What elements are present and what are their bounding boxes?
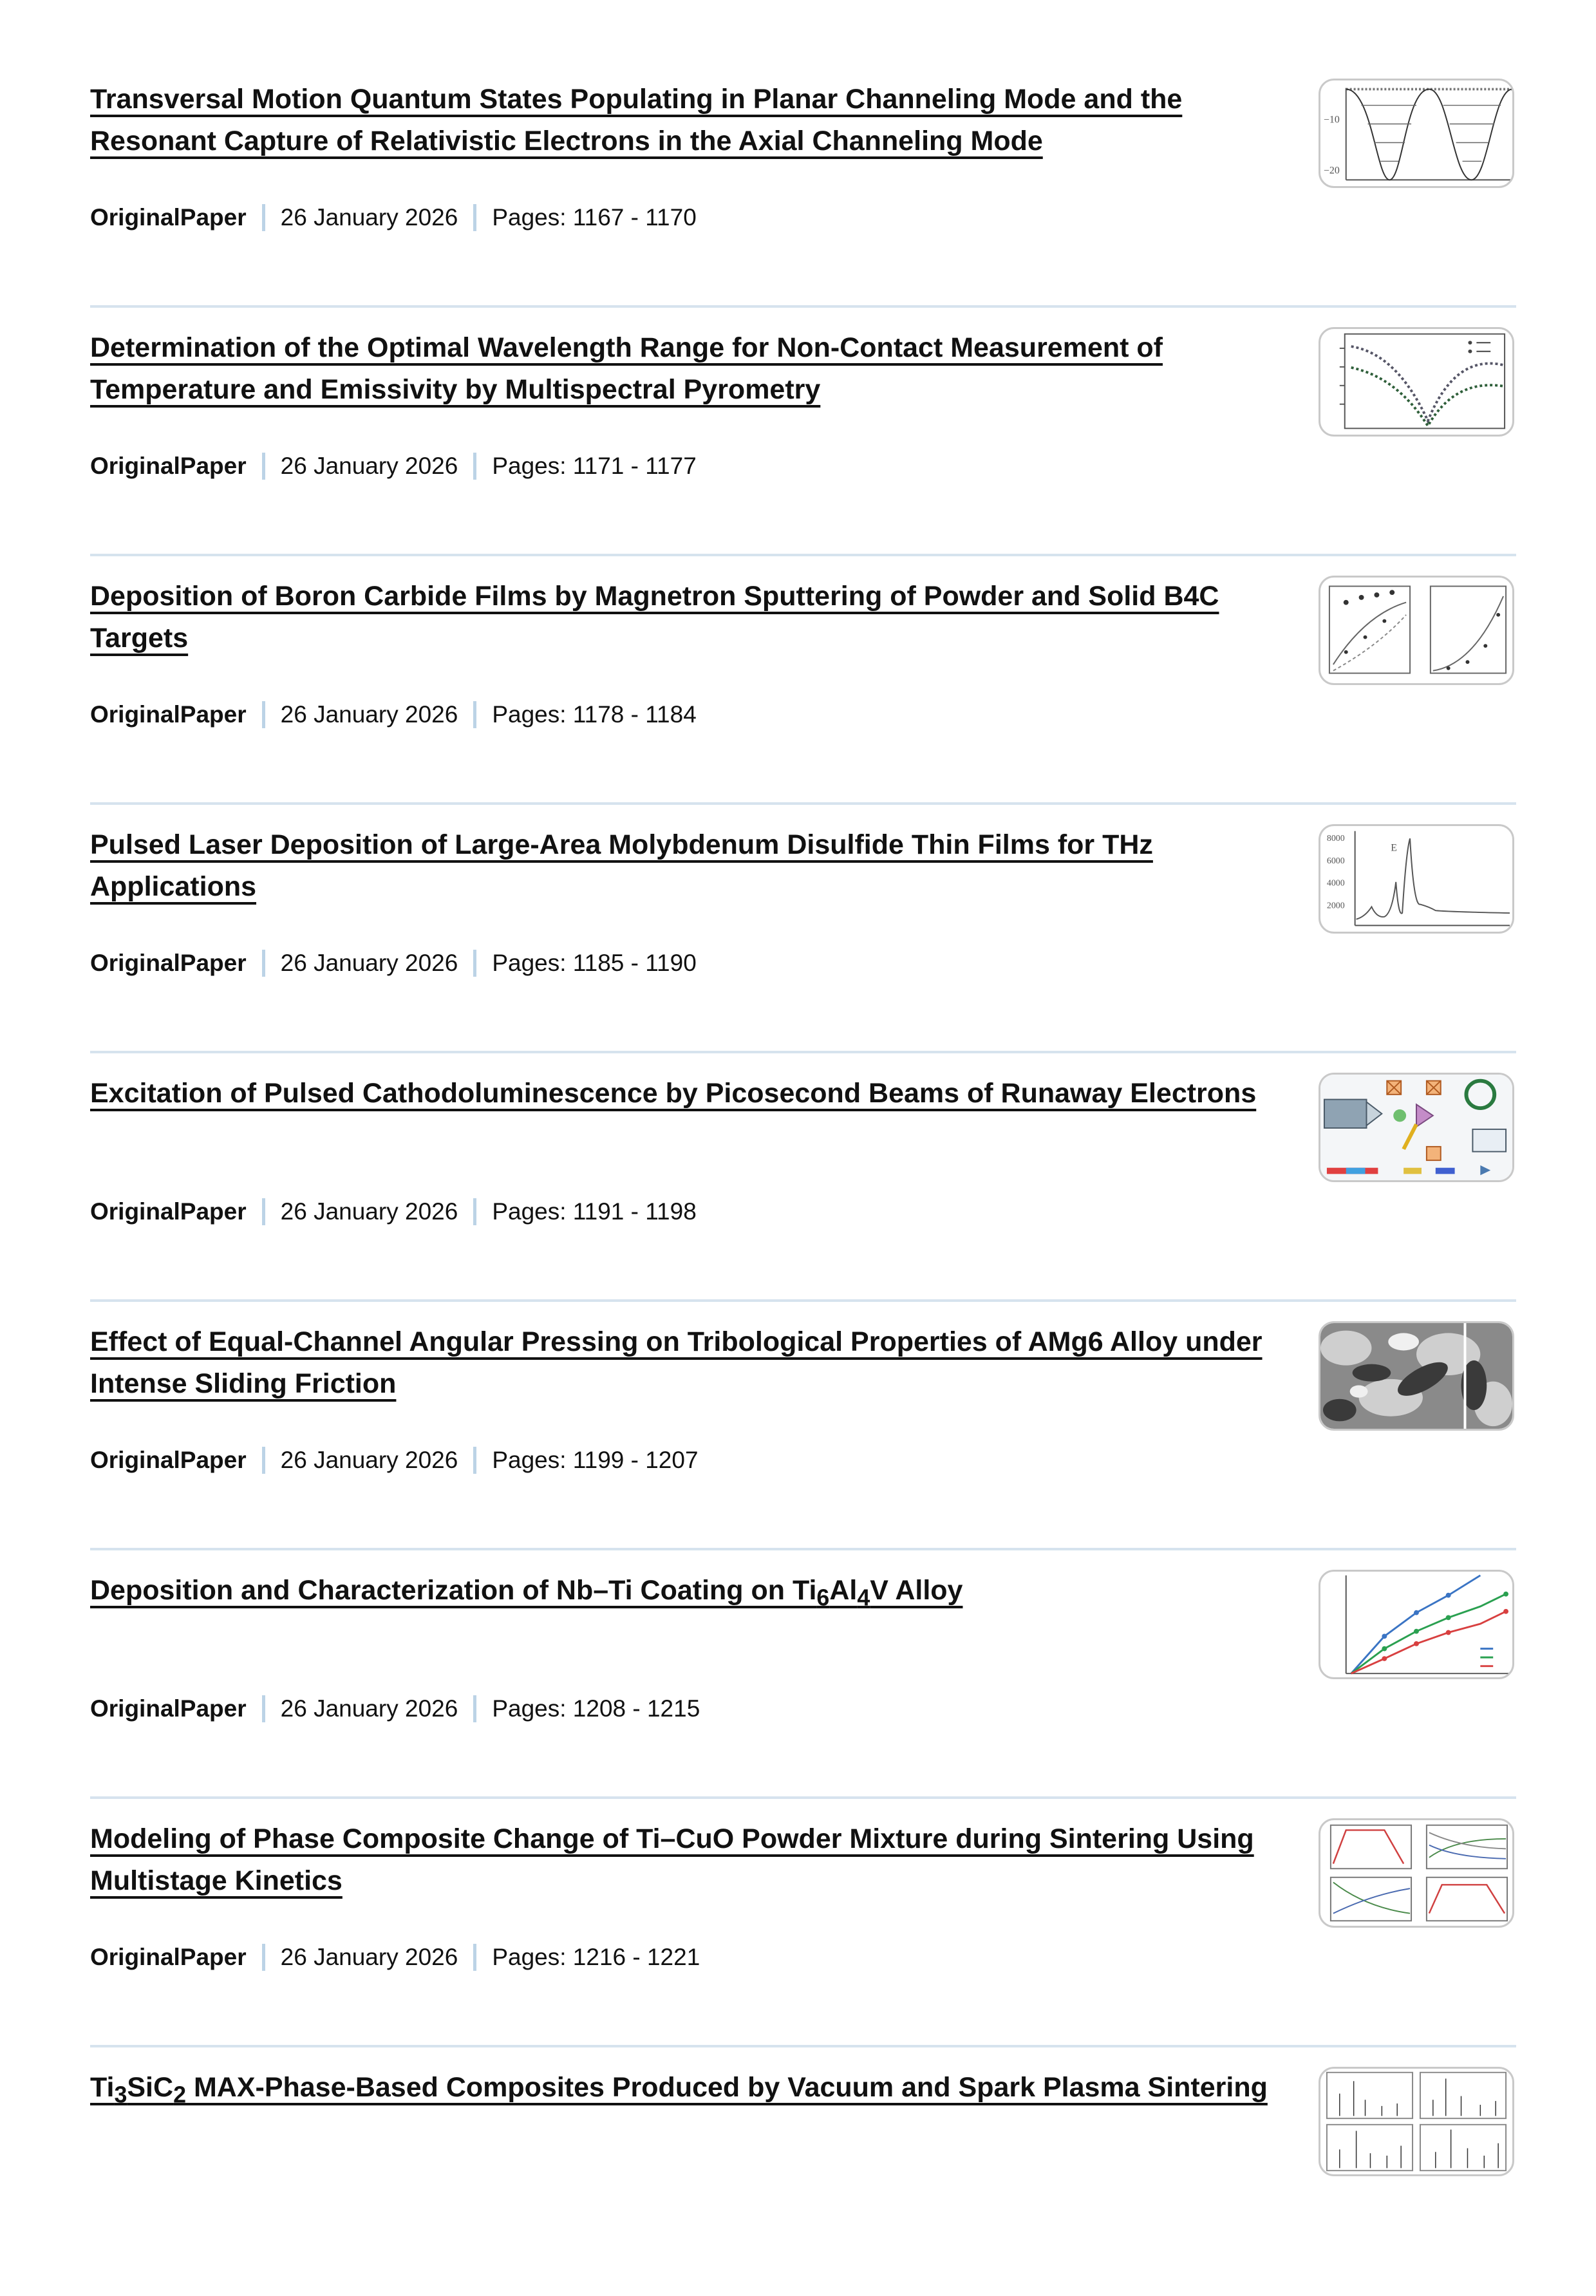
- article-title-link[interactable]: Transversal Motion Quantum States Populating in Planar Channeling Mode and the Resonant Capture of Relativistic Electrons in the Axial Channeling Mode: [90, 84, 1183, 156]
- article-item: [90, 59, 1516, 308]
- meta-separator: [473, 453, 476, 480]
- article-type: OriginalPaper: [90, 453, 247, 479]
- experimental-setup-diagram-icon[interactable]: [1319, 1073, 1514, 1182]
- meta-separator: [262, 1695, 265, 1722]
- meta-separator: [473, 701, 476, 728]
- article-meta: [90, 452, 697, 480]
- article-pages: Pages: 1216 - 1221: [492, 1944, 700, 1970]
- article-type: OriginalPaper: [90, 1198, 247, 1225]
- meta-separator: [262, 950, 265, 977]
- article-title-link[interactable]: Modeling of Phase Composite Change of Ti–CuO Powder Mixture during Sintering Using Multistage Kinetics: [90, 1823, 1254, 1896]
- xrd-patterns-icon[interactable]: [1319, 2067, 1514, 2176]
- channeling-potential-wells-icon[interactable]: [1319, 79, 1514, 188]
- article-type: OriginalPaper: [90, 1695, 247, 1722]
- svg-text:2000: 2000: [1326, 900, 1345, 910]
- microstructure-micrograph-icon[interactable]: [1319, 1321, 1514, 1431]
- article-list: [90, 59, 1516, 2296]
- article-item: [90, 2047, 1516, 2296]
- meta-separator: [262, 1447, 265, 1474]
- article-title: [90, 1321, 1268, 1405]
- article-date: 26 January 2026: [280, 1944, 458, 1970]
- article-title-link[interactable]: Deposition and Characterization of Nb–Ti Coating on $Ti_6Al_4V$ Alloy: [90, 1575, 963, 1611]
- svg-text:E: E: [1391, 842, 1397, 854]
- article-pages: Pages: 1185 - 1190: [492, 950, 697, 976]
- article-pages: Pages: 1199 - 1207: [492, 1447, 699, 1473]
- article-title: [90, 1570, 1268, 1619]
- article-date: 26 January 2026: [280, 1198, 458, 1225]
- article-item: [90, 1302, 1516, 1550]
- article-title-link[interactable]: Effect of Equal-Channel Angular Pressing on Tribological Properties of AMg6 Alloy under Intense Sliding Friction: [90, 1326, 1263, 1399]
- article-item: [90, 1550, 1516, 1799]
- svg-text:−20: −20: [1323, 165, 1340, 176]
- article-meta: [90, 1446, 699, 1474]
- meta-separator: [262, 701, 265, 728]
- meta-separator: [262, 453, 265, 480]
- article-pages: Pages: 1191 - 1198: [492, 1198, 697, 1225]
- relative-uncertainty-curves-icon[interactable]: [1319, 327, 1514, 437]
- article-title-link[interactable]: Determination of the Optimal Wavelength Range for Non-Contact Measurement of Temperature and Emissivity by Multispectral Pyrometry: [90, 332, 1163, 405]
- article-meta: [90, 1943, 700, 1971]
- meta-separator: [262, 204, 265, 231]
- article-title: [90, 824, 1268, 908]
- article-title: [90, 576, 1268, 659]
- article-title-link[interactable]: $Ti_3SiC_2$ MAX-Phase-Based Composites Produced by Vacuum and Spark Plasma Sintering: [90, 2072, 1268, 2108]
- article-meta: [90, 701, 697, 729]
- article-type: OriginalPaper: [90, 204, 247, 231]
- meta-separator: [262, 1198, 265, 1225]
- meta-separator: [473, 950, 476, 977]
- meta-separator: [262, 1944, 265, 1971]
- sintering-kinetics-plots-icon[interactable]: [1319, 1818, 1514, 1928]
- article-meta: [90, 1198, 697, 1226]
- article-title-link[interactable]: Pulsed Laser Deposition of Large-Area Molybdenum Disulfide Thin Films for THz Applications: [90, 829, 1153, 902]
- article-title: [90, 79, 1268, 162]
- meta-separator: [473, 204, 476, 231]
- article-title: [90, 1818, 1268, 1902]
- article-type: OriginalPaper: [90, 1447, 247, 1473]
- article-date: 26 January 2026: [280, 1447, 458, 1473]
- svg-text:6000: 6000: [1326, 856, 1345, 865]
- meta-separator: [473, 1695, 476, 1722]
- article-item: [90, 1053, 1516, 1302]
- meta-separator: [473, 1447, 476, 1474]
- article-title-link[interactable]: Deposition of Boron Carbide Films by Magnetron Sputtering of Powder and Solid B4C Targets: [90, 581, 1219, 654]
- article-type: OriginalPaper: [90, 701, 247, 728]
- article-meta: [90, 949, 697, 977]
- meta-separator: [473, 1198, 476, 1225]
- article-item: [90, 805, 1516, 1053]
- weight-gain-plot-icon[interactable]: [1319, 1570, 1514, 1679]
- article-pages: Pages: 1167 - 1170: [492, 204, 697, 231]
- article-item: [90, 308, 1516, 556]
- deposition-rate-plots-icon[interactable]: [1319, 576, 1514, 685]
- article-meta: [90, 1695, 700, 1723]
- article-date: 26 January 2026: [280, 701, 458, 728]
- article-pages: Pages: 1208 - 1215: [492, 1695, 700, 1722]
- article-type: OriginalPaper: [90, 1944, 247, 1970]
- svg-text:−10: −10: [1323, 114, 1340, 126]
- article-title: [90, 327, 1268, 411]
- article-pages: Pages: 1178 - 1184: [492, 701, 697, 728]
- raman-spectrum-icon[interactable]: [1319, 824, 1514, 934]
- meta-separator: [473, 1944, 476, 1971]
- article-item: [90, 556, 1516, 805]
- article-title: [90, 2067, 1268, 2116]
- article-meta: [90, 203, 697, 232]
- article-pages: Pages: 1171 - 1177: [492, 453, 697, 479]
- article-title: [90, 1073, 1268, 1115]
- article-date: 26 January 2026: [280, 453, 458, 479]
- article-date: 26 January 2026: [280, 204, 458, 231]
- article-title-link[interactable]: Excitation of Pulsed Cathodoluminescence by Picosecond Beams of Runaway Electrons: [90, 1078, 1257, 1109]
- article-type: OriginalPaper: [90, 950, 247, 976]
- article-date: 26 January 2026: [280, 950, 458, 976]
- article-item: [90, 1799, 1516, 2047]
- svg-text:8000: 8000: [1326, 833, 1345, 843]
- svg-text:4000: 4000: [1326, 878, 1345, 888]
- article-date: 26 January 2026: [280, 1695, 458, 1722]
